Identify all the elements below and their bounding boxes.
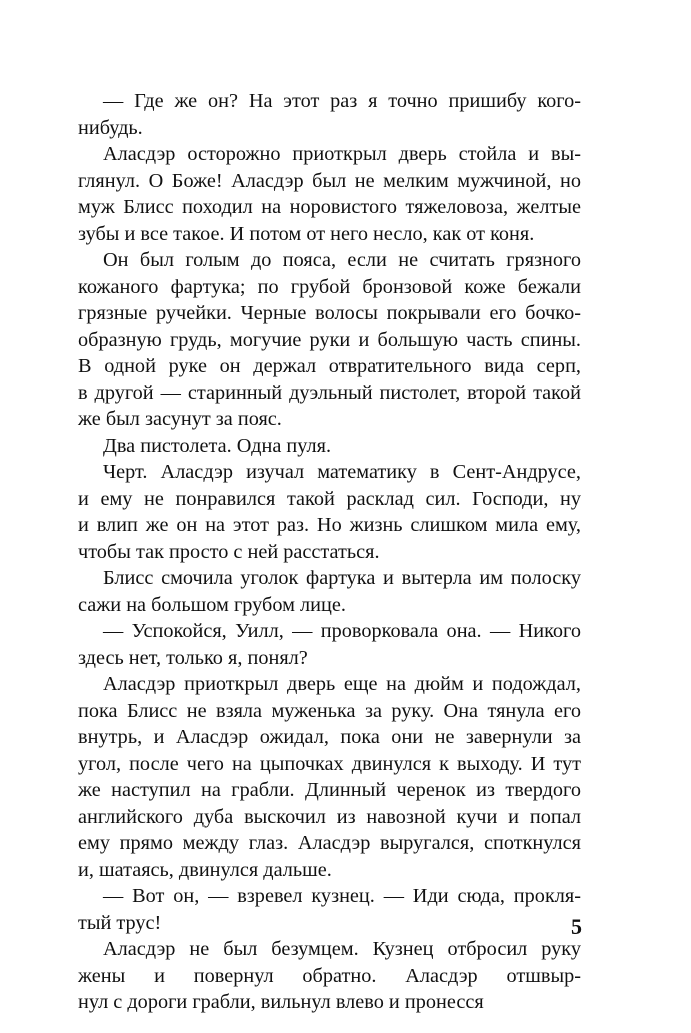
text-line: нул с дороги грабли, вильнул влево и пронесся bbox=[78, 991, 484, 1013]
text-line: в другой — старинный дуэльный пистолет, второй такой bbox=[78, 381, 581, 404]
text-line: же наступил на грабли. Длинный черенок из твердого bbox=[78, 779, 581, 801]
text-line: и ему не понравился такой расклад сил. Господи, ну bbox=[78, 487, 581, 510]
text-line: угол, после чего на цыпочках двинулся к выходу. И тут bbox=[78, 752, 581, 775]
paragraph bbox=[78, 883, 581, 936]
text-line: и влип же он на этот раз. Но жизнь слишком мила ему, bbox=[78, 514, 581, 536]
text-line: ему прямо между глаз. Аласдэр выругался, споткнулся bbox=[78, 832, 581, 854]
text-line: Черт. Аласдэр изучал математику в Сент-Андрусе, bbox=[103, 461, 581, 483]
text-line: чтобы так просто с ней расстаться. bbox=[78, 540, 380, 563]
text-line: Аласдэр осторожно приоткрыл дверь стойла и вы- bbox=[103, 143, 581, 165]
text-line: Блисс смочила уголок фартука и вытерла им полоску bbox=[103, 567, 581, 589]
text-line: здесь нет, только я, понял? bbox=[78, 646, 308, 669]
text-line: глянул. О Боже! Аласдэр был не мелким мужчиной, но bbox=[78, 169, 581, 192]
text-line: английского дуба выскочил из навозной кучи и попал bbox=[78, 805, 581, 828]
text-line: внутрь, и Аласдэр ожидал, пока они не завернули за bbox=[78, 726, 581, 748]
text-line: образную грудь, могучие руки и большую часть спины. bbox=[78, 328, 581, 351]
paragraph bbox=[78, 618, 581, 671]
text-line: Он был голым до пояса, если не считать грязного bbox=[103, 249, 581, 271]
text-line: тый трус! bbox=[78, 911, 162, 934]
text-line: зубы и все такое. И потом от него несло, как от коня. bbox=[78, 222, 535, 245]
text-line: же был засунут за пояс. bbox=[78, 408, 282, 430]
paragraph bbox=[78, 433, 581, 460]
text-line: грязные ручейки. Черные волосы покрывали его бочко- bbox=[78, 302, 581, 324]
paragraph bbox=[78, 671, 581, 883]
text-line: и, шатаясь, двинулся дальше. bbox=[78, 858, 332, 881]
text-line: В одной руке он держал отвратительного вида серп, bbox=[78, 355, 581, 377]
page-body bbox=[78, 88, 581, 1016]
text-line: — Где же он? На этот раз я точно пришибу кого- bbox=[103, 90, 581, 112]
text-line: пока Блисс не взяла муженька за руку. Она тянула его bbox=[78, 699, 581, 722]
paragraph bbox=[78, 565, 581, 618]
paragraph bbox=[78, 936, 581, 1016]
page-number: 5 bbox=[571, 914, 582, 939]
text-line: — Вот он, — взревел кузнец. — Иди сюда, прокля- bbox=[103, 885, 581, 907]
paragraph bbox=[78, 459, 581, 565]
text-line: нибудь. bbox=[78, 116, 143, 139]
text-line: жены и повернул обратно. Аласдэр отшвыр- bbox=[78, 964, 581, 987]
text-line: Аласдэр не был безумцем. Кузнец отбросил руку bbox=[103, 938, 581, 960]
text-line: сажи на большом грубом лице. bbox=[78, 593, 346, 616]
text-line: — Успокойся, Уилл, — проворковала она. — Никого bbox=[103, 620, 581, 642]
paragraph bbox=[78, 247, 581, 433]
paragraph bbox=[78, 141, 581, 247]
text-line: Аласдэр приоткрыл дверь еще на дюйм и подождал, bbox=[103, 673, 581, 695]
text-line: кожаного фартука; по грубой бронзовой коже бежали bbox=[78, 275, 581, 298]
paragraph bbox=[78, 88, 581, 141]
text-line: муж Блисс походил на норовистого тяжеловоза, желтые bbox=[78, 196, 581, 218]
text-line: Два пистолета. Одна пуля. bbox=[103, 434, 332, 457]
